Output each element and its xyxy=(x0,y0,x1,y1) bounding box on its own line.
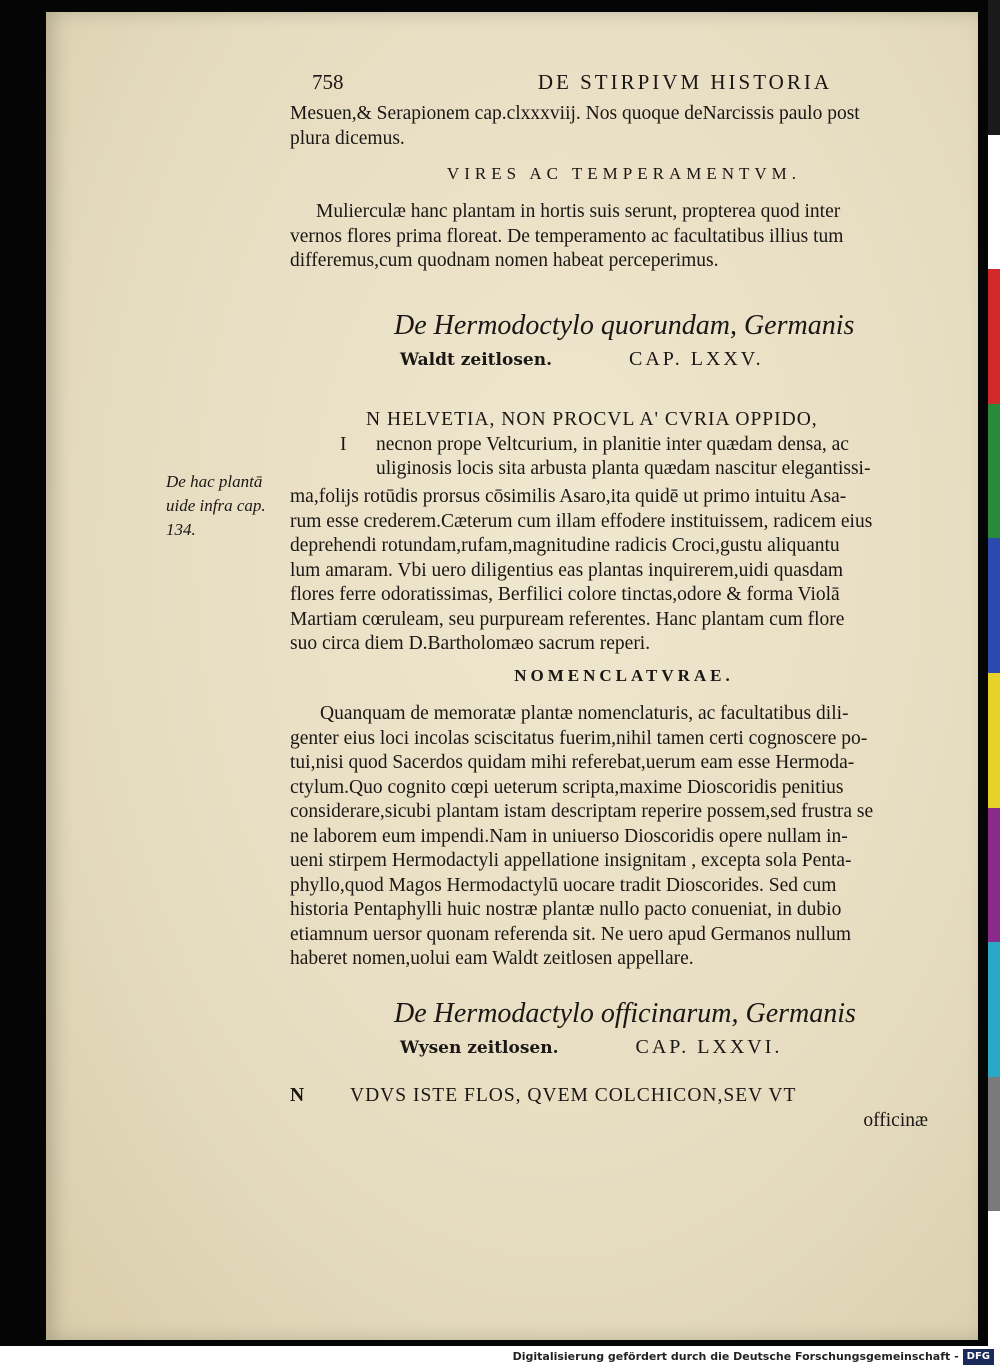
intro-paragraph xyxy=(290,102,958,151)
text-line: etiamnum uersor quonam referenda sit. Ne uero apud Germanos nullum xyxy=(290,923,851,945)
margin-note-line: 134. xyxy=(166,520,196,539)
chapter-76-opening xyxy=(290,1084,958,1133)
color-swatch xyxy=(988,135,1000,270)
color-swatch xyxy=(988,942,1000,1077)
section-heading-nomenclaturae: NOMENCLATVRAE. xyxy=(514,666,734,685)
running-head xyxy=(312,70,832,95)
color-swatch xyxy=(988,269,1000,404)
color-swatch xyxy=(988,808,1000,943)
color-swatch xyxy=(988,538,1000,673)
margin-note xyxy=(166,470,286,542)
chapter-75-opening xyxy=(290,408,958,482)
chapter-76-subtitle xyxy=(400,1036,782,1059)
color-swatch xyxy=(988,673,1000,808)
text-line: rum esse crederem.Cæterum cum illam effodere instituissem, radicem eius xyxy=(290,510,873,532)
text-line: Martiam cœruleam, seu purpuream referentes. Hanc plantam cum flore xyxy=(290,608,845,630)
color-calibration-bar xyxy=(988,0,1000,1346)
text-line: plura dicemus. xyxy=(290,127,405,149)
dfg-logo: DFG xyxy=(963,1349,994,1365)
margin-note-line: uide infra cap. xyxy=(166,496,266,515)
text-line: ctylum.Quo cognito cœpi ueterum scripta,maxime Dioscoridis penitius xyxy=(290,776,844,798)
color-swatch xyxy=(988,1077,1000,1212)
text-line: uliginosis locis sita arbusta planta quædam nascitur elegantissi- xyxy=(376,458,871,479)
text-line-part: necnon prope Veltcurium, in planitie inter quædam densa, ac xyxy=(376,433,849,455)
text-line: Mulierculæ hanc plantam in hortis suis serunt, propterea quod inter xyxy=(316,201,841,222)
text-line: considerare,sicubi plantam istam descriptam reperire possem,sed frustra se xyxy=(290,801,874,822)
color-swatch xyxy=(988,404,1000,539)
color-swatch xyxy=(988,0,1000,135)
opening-caps-text: VDVS ISTE FLOS, QVEM COLCHICON,SEV VT xyxy=(350,1085,797,1106)
running-title: DE STIRPIVM HISTORIA xyxy=(537,70,832,94)
opening-caps-line: N HELVETIA, NON PROCVL A' CVRIA OPPIDO, xyxy=(366,409,818,430)
chapter-number: CAP. LXXVI. xyxy=(635,1036,783,1058)
text-line: lum amaram. Vbi uero diligentius eas plantas inquirerem,uidi quasdam xyxy=(290,559,844,581)
margin-note-line: De hac plantā xyxy=(166,472,263,491)
text-line: Quanquam de memoratæ plantæ nomenclaturis, ac facultatibus dili- xyxy=(320,703,849,724)
gothic-name: Waldt zeitlosen. xyxy=(400,350,552,370)
text-line: ne laborem eum impendi.Nam in uniuerso Dioscoridis opere nullam in- xyxy=(290,825,848,847)
page-number: 758 xyxy=(312,70,344,94)
text-line: deprehendi rotundam,rufam,magnitudine radicis Croci,gustu aliquantu xyxy=(290,535,840,556)
chapter-75-subtitle xyxy=(400,348,764,371)
nomenclaturae-paragraph xyxy=(290,702,958,972)
text-line: differemus,cum quodnam nomen habeat perceperimus. xyxy=(290,250,719,271)
gothic-name: Wysen zeitlosen. xyxy=(400,1038,559,1058)
footer-text: Digitalisierung gefördert durch die Deutsche Forschungsgemeinschaft - xyxy=(512,1350,959,1363)
chapter-75-paragraph xyxy=(290,485,958,657)
text-line: phyllo,quod Magos Hermodactylū uocare tradit Dioscorides. Sed cum xyxy=(290,874,837,896)
text-line: vernos flores prima floreat. De temperamento ac facultatibus illius tum xyxy=(290,225,844,247)
vires-paragraph xyxy=(290,200,958,274)
text-line xyxy=(290,433,958,458)
chapter-number: CAP. LXXV. xyxy=(629,348,764,370)
opening-caps-line xyxy=(290,1084,958,1109)
text-line: haberet nomen,uolui eam Waldt zeitlosen appellare. xyxy=(290,948,694,969)
text-line: historia Pentaphylli huic nostræ plantæ nullo pacto conueniat, in dubio xyxy=(290,899,842,920)
text-line: ma,folijs rotūdis prorsus cōsimilis Asaro,ita quidē ut primo intuitu Asa- xyxy=(290,486,847,507)
initial-letter: N xyxy=(290,1085,306,1106)
color-swatch xyxy=(988,1211,1000,1346)
text-line: suo circa diem D.Bartholomæo sacrum reperi. xyxy=(290,633,651,654)
text-line: Mesuen,& Serapionem cap.clxxxviij. Nos quoque deNarcissis paulo post xyxy=(290,103,860,124)
section-heading-vires: VIRES AC TEMPERAMENTVM. xyxy=(446,164,802,183)
initial-letter: I xyxy=(340,433,347,455)
text-line: flores ferre odoratissimas, Berfilici colore tinctas,odore & forma Violā xyxy=(290,584,840,605)
chapter-75-title: De Hermodoctylo quorundam, Germanis xyxy=(394,310,855,341)
footer-credit xyxy=(0,1346,1000,1368)
catchword: officinæ xyxy=(863,1109,928,1131)
text-line: tui,nisi quod Sacerdos quidam mihi referebat,uerum eam esse Hermoda- xyxy=(290,752,855,773)
text-line: ueni stirpem Hermodactyli appellatione insignitam , excepta sola Penta- xyxy=(290,850,852,871)
chapter-76-title: De Hermodactylo officinarum, Germanis xyxy=(394,998,856,1029)
text-line: genter eius loci incolas sciscitatus fuerim,nihil tamen certi cognoscere po- xyxy=(290,727,868,749)
book-page xyxy=(46,12,978,1340)
